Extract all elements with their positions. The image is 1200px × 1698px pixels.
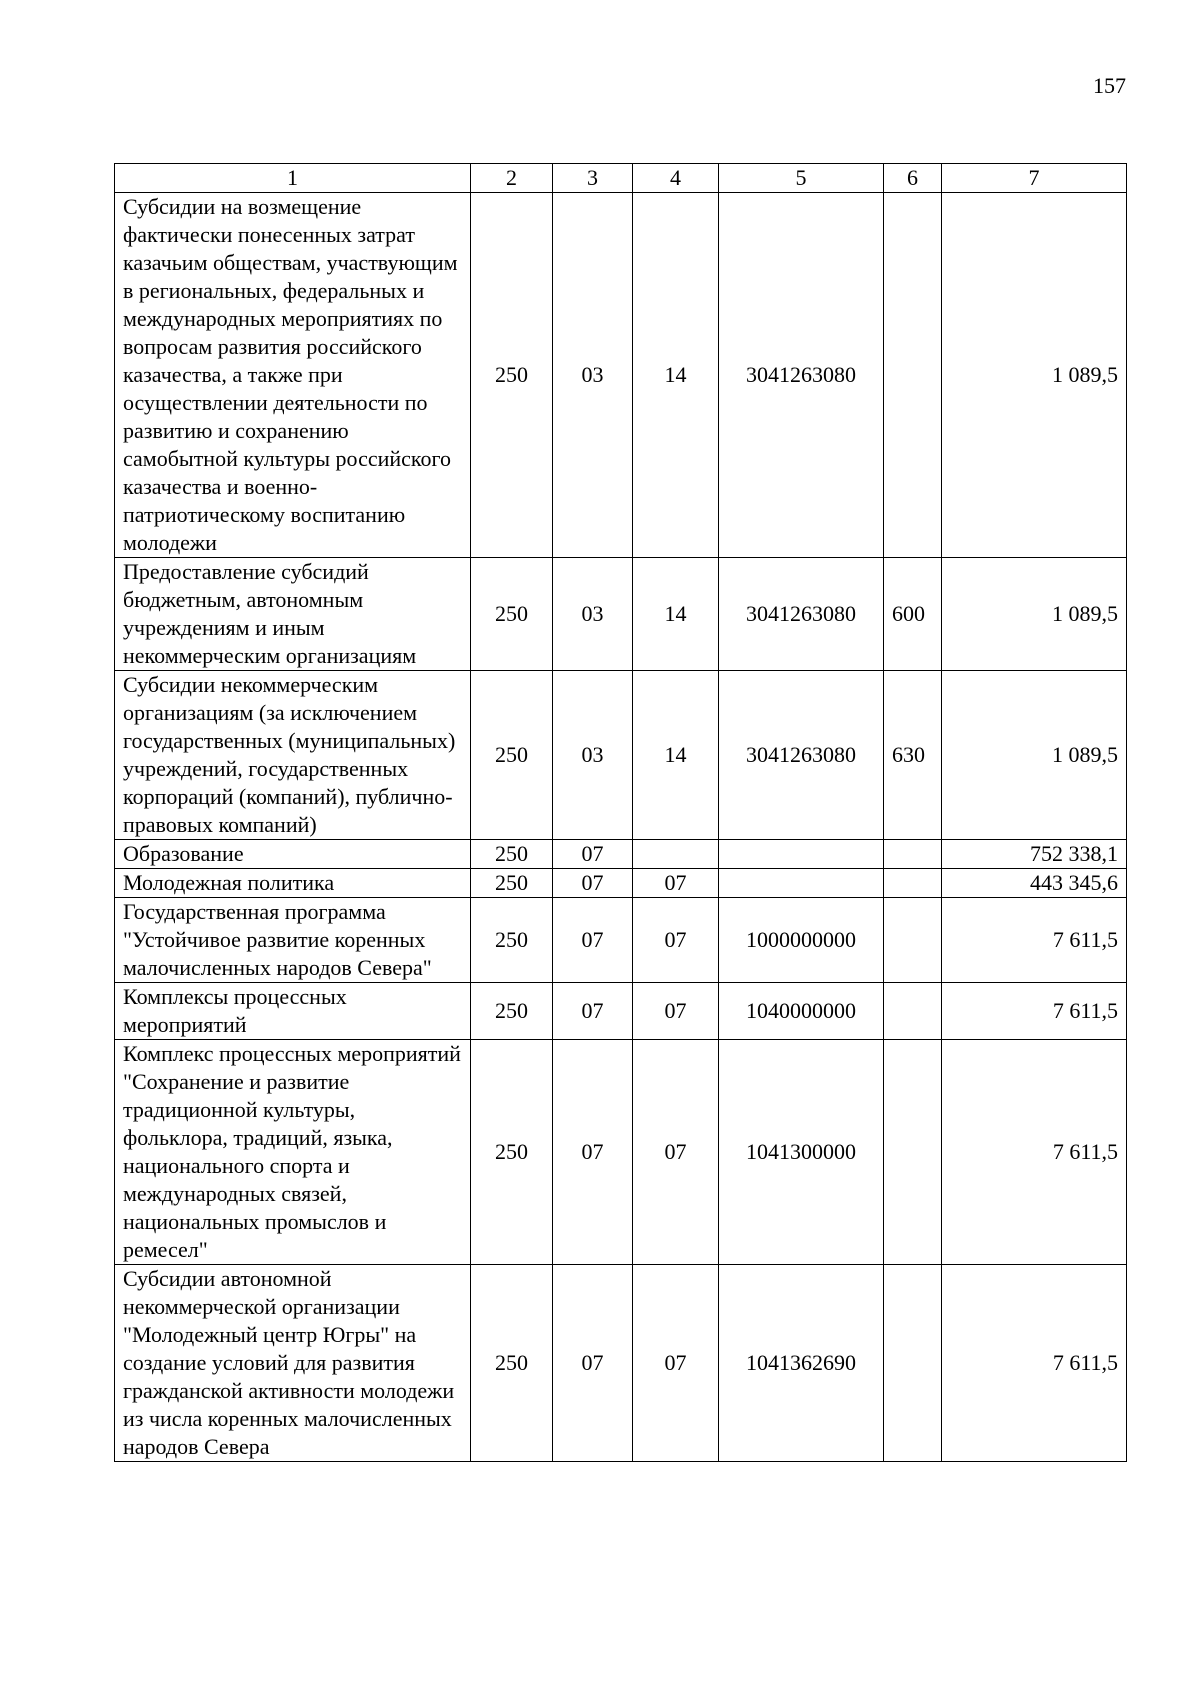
row-code-3: 07: [553, 983, 633, 1040]
row-name: Комплексы процессных мероприятий: [115, 983, 471, 1040]
row-code-2: 250: [471, 193, 553, 558]
row-code-3: 03: [553, 558, 633, 671]
table-row: [115, 898, 1127, 983]
row-code-5: 3041263080: [719, 671, 884, 840]
row-amount: 752 338,1: [942, 840, 1127, 869]
row-code-6: [884, 1265, 942, 1462]
row-code-3: 07: [553, 1040, 633, 1265]
header-cell-7: 7: [942, 164, 1127, 193]
table-row: [115, 671, 1127, 840]
row-amount: 443 345,6: [942, 869, 1127, 898]
table-row: [115, 1265, 1127, 1462]
header-cell-1: 1: [115, 164, 471, 193]
table-row: [115, 1040, 1127, 1265]
row-code-4: 14: [633, 558, 719, 671]
row-code-3: 07: [553, 1265, 633, 1462]
row-code-2: 250: [471, 840, 553, 869]
row-code-2: 250: [471, 869, 553, 898]
row-amount: 1 089,5: [942, 671, 1127, 840]
row-code-6: [884, 193, 942, 558]
row-amount: 7 611,5: [942, 983, 1127, 1040]
row-code-6: [884, 869, 942, 898]
row-name: Субсидии автономной некоммерческой организации "Молодежный центр Югры" на создание условий для развития гражданской активности молодежи из числа коренных малочисленных народов Севера: [115, 1265, 471, 1462]
table-row: [115, 840, 1127, 869]
row-code-2: 250: [471, 1265, 553, 1462]
row-name: Субсидии некоммерческим организациям (за исключением государственных (муниципальных) учреждений, государственных корпораций (компаний), публично-правовых компаний): [115, 671, 471, 840]
row-code-3: 07: [553, 898, 633, 983]
row-code-5: 1041362690: [719, 1265, 884, 1462]
header-cell-2: 2: [471, 164, 553, 193]
row-code-6: [884, 983, 942, 1040]
row-code-4: 07: [633, 1265, 719, 1462]
row-name: Государственная программа "Устойчивое развитие коренных малочисленных народов Севера": [115, 898, 471, 983]
row-code-4: 07: [633, 869, 719, 898]
header-cell-4: 4: [633, 164, 719, 193]
table-row: [115, 983, 1127, 1040]
table-row: [115, 193, 1127, 558]
row-name: Образование: [115, 840, 471, 869]
row-code-4: 07: [633, 898, 719, 983]
row-amount: 1 089,5: [942, 558, 1127, 671]
row-amount: 7 611,5: [942, 1040, 1127, 1265]
row-name: Субсидии на возмещение фактически понесенных затрат казачьим обществам, участвующим в региональных, федеральных и международных мероприятиях по вопросам развития российского казачества, а также при осуществлении деятельности по развитию и сохранению самобытной культуры российского казачества и военно-патриотическому воспитанию молодежи: [115, 193, 471, 558]
row-code-4: 07: [633, 983, 719, 1040]
table-row: [115, 558, 1127, 671]
row-code-4: 07: [633, 1040, 719, 1265]
row-code-4: 14: [633, 193, 719, 558]
row-code-5: [719, 840, 884, 869]
row-amount: 7 611,5: [942, 1265, 1127, 1462]
row-code-6: 600: [884, 558, 942, 671]
row-code-3: 03: [553, 671, 633, 840]
row-code-5: 1040000000: [719, 983, 884, 1040]
header-cell-3: 3: [553, 164, 633, 193]
row-amount: 7 611,5: [942, 898, 1127, 983]
row-code-6: [884, 898, 942, 983]
header-cell-5: 5: [719, 164, 884, 193]
row-code-4: [633, 840, 719, 869]
header-cell-6: 6: [884, 164, 942, 193]
row-code-3: 03: [553, 193, 633, 558]
row-code-5: 3041263080: [719, 193, 884, 558]
row-code-4: 14: [633, 671, 719, 840]
row-code-3: 07: [553, 840, 633, 869]
row-name: Предоставление субсидий бюджетным, автономным учреждениям и иным некоммерческим организациям: [115, 558, 471, 671]
row-amount: 1 089,5: [942, 193, 1127, 558]
row-code-3: 07: [553, 869, 633, 898]
row-code-6: [884, 1040, 942, 1265]
row-code-2: 250: [471, 983, 553, 1040]
row-name: Комплекс процессных мероприятий "Сохранение и развитие традиционной культуры, фольклора, традиций, языка, национального спорта и международных связей, национальных промыслов и ремесел": [115, 1040, 471, 1265]
row-code-2: 250: [471, 1040, 553, 1265]
row-code-2: 250: [471, 898, 553, 983]
table-row: [115, 869, 1127, 898]
row-code-6: 630: [884, 671, 942, 840]
row-code-6: [884, 840, 942, 869]
table-header-row: [115, 164, 1127, 193]
row-code-5: [719, 869, 884, 898]
row-code-2: 250: [471, 558, 553, 671]
row-code-5: 3041263080: [719, 558, 884, 671]
budget-table: [114, 163, 1127, 1462]
row-code-5: 1041300000: [719, 1040, 884, 1265]
row-code-2: 250: [471, 671, 553, 840]
row-code-5: 1000000000: [719, 898, 884, 983]
page-number: 157: [1093, 73, 1126, 98]
row-name: Молодежная политика: [115, 869, 471, 898]
